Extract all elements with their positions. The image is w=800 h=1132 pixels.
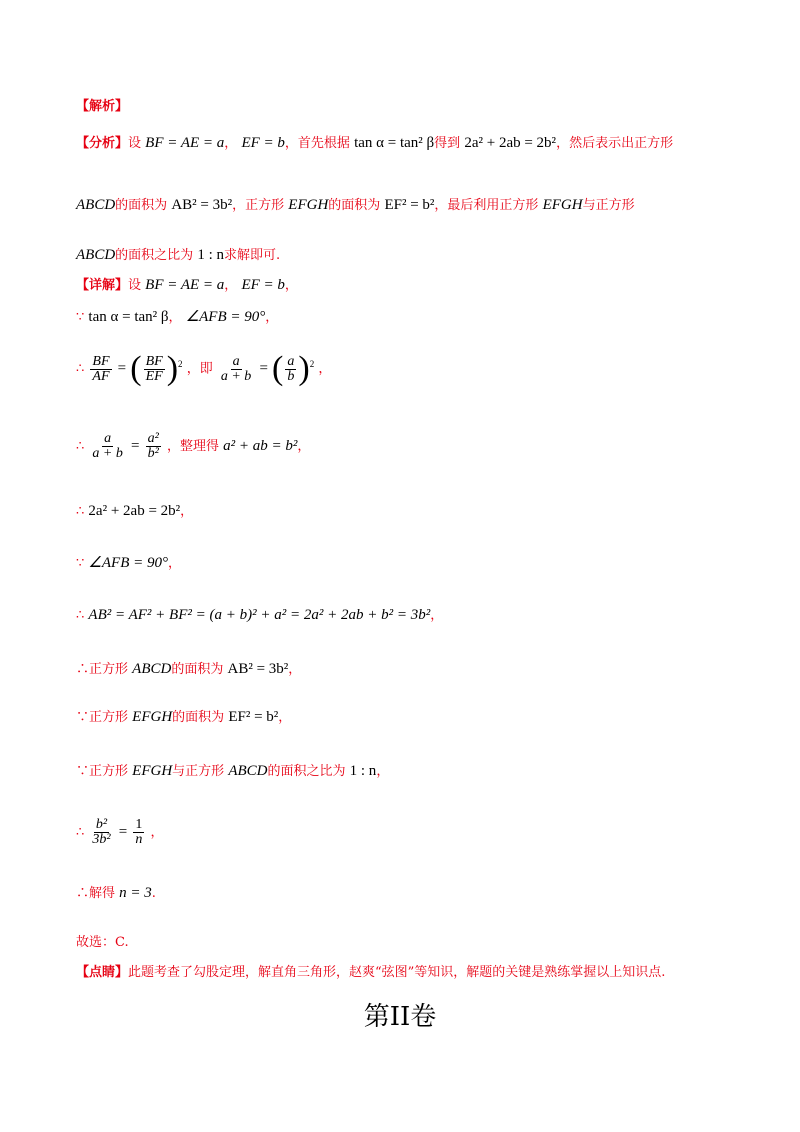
text: ， bbox=[180, 504, 194, 519]
text: ∵正方形 bbox=[76, 710, 129, 725]
detail-step-7 bbox=[76, 608, 443, 623]
section-title: 第II卷 bbox=[363, 1002, 437, 1032]
text: 的面积为 bbox=[171, 662, 224, 677]
text: ， bbox=[265, 310, 279, 325]
detail-step-12 bbox=[76, 886, 156, 901]
math: a² + ab = b² bbox=[223, 438, 298, 454]
therefore-symbol: ∴ bbox=[76, 361, 85, 377]
text: 与正方形 bbox=[172, 764, 225, 779]
math: ABCD bbox=[76, 247, 116, 263]
text: ∵正方形 bbox=[76, 764, 129, 779]
math: 2a² + 2ab = 2b² bbox=[464, 135, 557, 151]
math: ∠AFB = 90° bbox=[185, 309, 266, 325]
math: 2 bbox=[309, 359, 315, 370]
math: AB² = 3b² bbox=[171, 197, 233, 213]
math: 2a² + 2ab = 2b² bbox=[88, 503, 181, 519]
text: ， bbox=[376, 764, 390, 779]
math: EFGH bbox=[132, 763, 173, 779]
analysis-line-1 bbox=[76, 136, 673, 151]
fraction: $\frac{\text{a²}}{\text{b²}}$ bbox=[147, 431, 159, 461]
text: 求解即可. bbox=[224, 248, 281, 263]
detail-step-9 bbox=[76, 710, 291, 725]
solution-header: 【解析】 bbox=[76, 99, 129, 114]
math: BF = AE = a bbox=[145, 277, 225, 293]
math: AB² = AF² + BF² = (a + b)² + a² = 2a² + 2ab + b² = 3b² bbox=[88, 607, 431, 623]
text: ， bbox=[284, 278, 298, 293]
text: 的面积为 bbox=[172, 710, 225, 725]
text: ，最后利用正方形 bbox=[434, 198, 539, 213]
because-symbol: ∵ bbox=[76, 310, 85, 325]
math: ∠AFB = 90° bbox=[88, 555, 168, 571]
comment-line bbox=[76, 966, 665, 979]
therefore-symbol: ∴ bbox=[76, 608, 85, 623]
math: 1 : n bbox=[349, 763, 377, 779]
analysis-line-2 bbox=[76, 198, 635, 213]
math: EF² = b² bbox=[384, 197, 435, 213]
analysis-label: 【分析】 bbox=[76, 136, 129, 151]
math: EF = b bbox=[241, 277, 285, 293]
comment-text: 此题考查了勾股定理，解直角三角形，赵爽“弦图”等知识，解题的关键是熟练掌握以上知识点. bbox=[128, 965, 666, 980]
text: ，即 bbox=[186, 361, 213, 377]
therefore-symbol: ∴ bbox=[76, 825, 85, 840]
math: AB² = 3b² bbox=[227, 661, 289, 677]
text: ， bbox=[150, 825, 164, 840]
text: 得到 bbox=[434, 136, 461, 151]
text: ∴正方形 bbox=[76, 662, 129, 677]
math: 2 bbox=[178, 359, 183, 370]
text: 的面积为 bbox=[328, 198, 381, 213]
math: EF = b bbox=[241, 135, 285, 151]
text: 设 bbox=[128, 136, 142, 151]
detail-step-11 bbox=[76, 818, 164, 847]
math: tan α = tan² β bbox=[354, 135, 435, 151]
answer-choice: 故选：C. bbox=[76, 935, 129, 950]
fraction: $\frac{BF}{AF}$ bbox=[92, 353, 110, 384]
math: EFGH bbox=[132, 709, 173, 725]
detail-step-10 bbox=[76, 764, 389, 779]
math: ABCD bbox=[76, 197, 116, 213]
text: ， bbox=[288, 662, 302, 677]
text: 与正方形 bbox=[582, 198, 635, 213]
detail-step-4 bbox=[76, 432, 310, 461]
text: ， bbox=[430, 608, 444, 623]
fraction: $\frac{a}{a + b}$ bbox=[92, 431, 123, 461]
text: ∴解得 bbox=[76, 886, 116, 901]
text: ，首先根据 bbox=[284, 136, 350, 151]
text: . bbox=[151, 886, 156, 901]
fraction: $\frac{a}{a + b}$ bbox=[220, 353, 252, 384]
text: ， bbox=[318, 361, 332, 377]
text: 的面积之比为 bbox=[115, 248, 194, 263]
fraction: $\frac{1}{n}$ bbox=[135, 817, 143, 847]
math: 1 : n bbox=[197, 247, 224, 263]
text: 的面积之比为 bbox=[267, 764, 346, 779]
text: ， bbox=[278, 710, 292, 725]
math: = bbox=[118, 824, 128, 840]
comment-label: 【点睛】 bbox=[76, 965, 129, 980]
math: BF = AE = a bbox=[145, 135, 225, 151]
detail-label: 【详解】 bbox=[76, 278, 129, 293]
detail-step-8 bbox=[76, 662, 301, 677]
text: ， bbox=[224, 278, 238, 293]
text: 的面积为 bbox=[115, 198, 168, 213]
text: ，整理得 bbox=[166, 439, 219, 454]
text: ， bbox=[224, 136, 238, 151]
fraction: $\frac{BF}{EF}$ bbox=[145, 353, 163, 384]
math: n = 3 bbox=[119, 885, 152, 901]
math: tan α = tan² β bbox=[88, 309, 169, 325]
detail-line-1 bbox=[76, 278, 298, 293]
detail-step-5 bbox=[76, 504, 193, 519]
text: ，然后表示出正方形 bbox=[556, 136, 674, 151]
text: ， bbox=[168, 310, 182, 325]
text: 设 bbox=[128, 278, 142, 293]
math: EF² = b² bbox=[228, 709, 279, 725]
math: ABCD bbox=[228, 763, 268, 779]
fraction: $\frac{\text{b²}}{\text{3b²}}$ bbox=[92, 817, 111, 847]
text: ， bbox=[167, 556, 181, 571]
detail-step-3: ∴ $\frac{BF}{AF}$ = ( $\frac{BF}{EF}$ )$^2$ ，即 $\frac{a}{a + b}$ = ( $\frac{a}{b}$ )$^2$ ， bbox=[76, 350, 332, 387]
fraction: $\frac{a}{b}$ bbox=[287, 353, 295, 384]
therefore-symbol: ∴ bbox=[76, 504, 85, 519]
math: = bbox=[117, 360, 127, 377]
math: = bbox=[131, 438, 140, 454]
math: ABCD bbox=[132, 661, 172, 677]
because-symbol: ∵ bbox=[76, 556, 85, 571]
text: ，正方形 bbox=[232, 198, 285, 213]
text: ， bbox=[297, 439, 311, 454]
math: = bbox=[259, 360, 268, 377]
detail-step-2 bbox=[76, 310, 278, 325]
detail-step-6 bbox=[76, 556, 181, 571]
math: EFGH bbox=[288, 197, 329, 213]
therefore-symbol: ∴ bbox=[76, 439, 85, 454]
math: EFGH bbox=[542, 197, 583, 213]
analysis-line-3 bbox=[76, 248, 280, 263]
